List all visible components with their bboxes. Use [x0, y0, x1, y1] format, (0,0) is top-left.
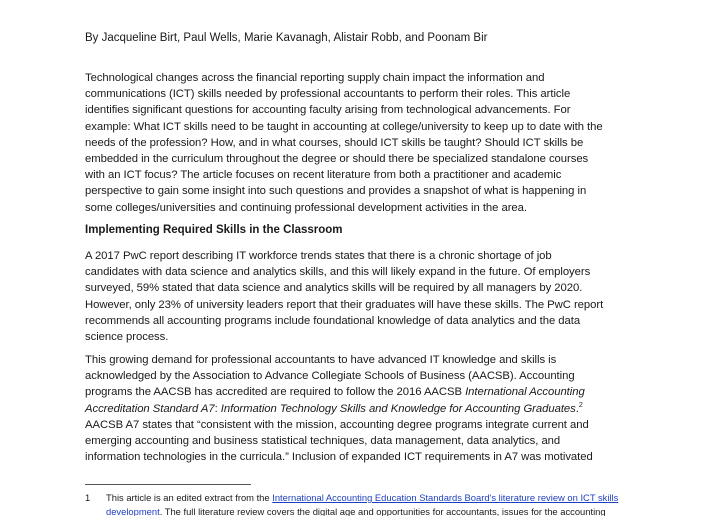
text-line: communications (ICT) skills needed by professional accountants to perform their roles. This article [85, 88, 571, 101]
text-line: some colleges/universities and continuing professional development activities in the area. [85, 201, 527, 214]
text-line [85, 401, 637, 417]
text-line: recommends all accounting programs include foundational knowledge of data analytics and the data [85, 314, 581, 327]
text-line: AACSB A7 states that “consistent with the mission, accounting degree programs integrate current and [85, 418, 589, 431]
standard-title-italic: International Accounting [465, 386, 585, 399]
text-line: with an ICT focus? The article focuses on recent literature from both a practitioner and academic [85, 169, 562, 182]
text-line: surveyed, 59% stated that data science and analytics skills will be required by all managers by 2020. [85, 282, 583, 295]
text-line: This growing demand for professional accountants to have advanced IT knowledge and skills is [85, 354, 557, 366]
text-line: emerging accounting and business statistical techniques, data management, data analytics, and [85, 435, 561, 448]
text-run: : [214, 402, 221, 415]
footnote-number: 1 [85, 492, 91, 503]
text-line: embedded in the curriculum throughout the degree or should there be specialized standalone courses [85, 153, 589, 166]
aacsb-paragraph [85, 352, 637, 465]
text-run: . [575, 402, 579, 415]
text-run: . The full literature review covers the digital age and opportunities for accountants, issues for the accounting [159, 506, 606, 516]
text-line: identifies significant questions for accounting faculty arising from technological advancements. For [85, 104, 571, 117]
iaesb-literature-review-link-continued[interactable]: development [106, 506, 160, 516]
text-run: This article is an edited extract from the [106, 492, 273, 503]
text-line: perspective to gain some insight into such questions and provides a snapshot of what is happening in [85, 185, 587, 198]
text-line: However, only 23% of university leaders report that their graduates will have these skills. The PwC report [85, 298, 604, 311]
text-line: science process. [85, 331, 169, 344]
footnote-text [106, 491, 646, 516]
byline: By Jacqueline Birt, Paul Wells, Marie Kavanagh, Alistair Robb, and Poonam Bir [85, 32, 488, 44]
standard-subtitle-italic: Information Technology Skills and Knowledge for Accounting Graduates [220, 402, 576, 415]
text-line [85, 384, 637, 400]
pwc-paragraph [85, 248, 637, 345]
footnote-reference[interactable]: 2 [578, 401, 583, 409]
abstract-paragraph [85, 70, 637, 216]
text-line: Technological changes across the financial reporting supply chain impact the information and [85, 72, 545, 84]
footnote-divider [85, 484, 251, 485]
text-line: A 2017 PwC report describing IT workforce trends states that there is a chronic shortage of job [85, 250, 552, 262]
text-line: needs of the profession? How, and in what courses, should ICT skills be taught? Should ICT skills be [85, 136, 584, 149]
text-line: information technologies in the curricula.” Inclusion of expanded ICT requirements in A7 was motivated [85, 451, 593, 464]
standard-title-italic: Accreditation Standard A7 [85, 402, 215, 415]
text-line: example: What ICT skills need to be taught in accounting at college/university to keep up to date with the [85, 120, 603, 133]
text-run: programs the AACSB has accredited are required to follow the 2016 AACSB [85, 386, 466, 399]
text-line: acknowledged by the Association to Advance Collegiate Schools of Business (AACSB). Accounting [85, 370, 575, 383]
text-line: candidates with data science and analytics skills, and this will likely expand in the future. Of employers [85, 266, 591, 279]
section-heading: Implementing Required Skills in the Classroom [85, 224, 343, 236]
iaesb-literature-review-link[interactable]: International Accounting Education Standards Board's literature review on ICT skills [272, 492, 619, 503]
